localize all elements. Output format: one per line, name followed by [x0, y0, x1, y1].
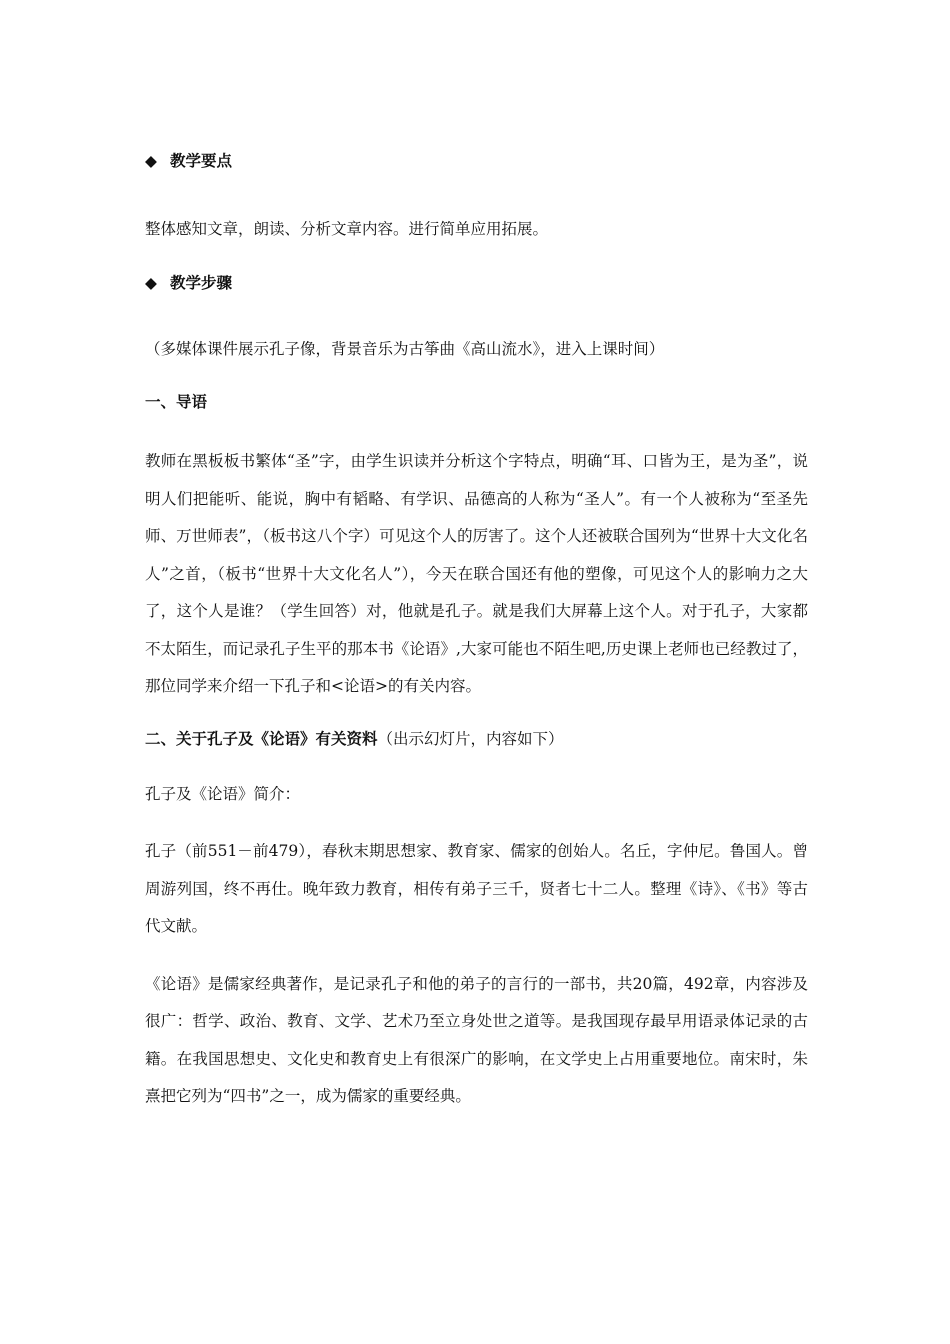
steps-note: （多媒体课件展示孔子像，背景音乐为古筝曲《高山流水》，进入上课时间）: [145, 339, 665, 358]
key-points-text: 整体感知文章，朗读、分析文章内容。进行简单应用拓展。: [145, 220, 549, 238]
materials-title: 二、关于孔子及《论语》有关资料: [145, 729, 378, 748]
key-points-heading: [145, 148, 808, 174]
diamond-bullet-icon: ◆: [145, 273, 157, 292]
steps-title: 教学步骤: [170, 273, 233, 292]
diamond-bullet-icon: ◆: [145, 152, 157, 170]
steps-heading: [145, 270, 808, 296]
document-page: [145, 148, 808, 1116]
intro-text: 教师在黑板板书繁体“圣”字，由学生识读并分析这个字特点，明确“耳、口皆为王，是为圣”，说明人们把能听、能说，胸中有韬略、有学识、品德高的人称为“圣人”。有一个人被称为“至圣先师、万世师表”，（板书这八个字）可见这个人的厉害了。这个人还被联合国列为“世界十大文化名人”之首，（板书“世界十大文化名人”），今天在联合国还有他的塑像，可见这个人的影响力之大了，这个人是谁？（学生回答）对，他就是孔子。就是我们大屏幕上这个人。对于孔子，大家都不太陌生，而记录孔子生平的那本书《论语》,大家可能也不陌生吧,历史课上老师也已经教过了，那位同学来介绍一下孔子和<论语>的有关内容。: [145, 452, 808, 695]
key-points-title: 教学要点: [170, 152, 233, 170]
analects-text: 《论语》是儒家经典著作，是记录孔子和他的弟子的言行的一部书，共20篇，492章，内容涉及很广：哲学、政治、教育、文学、艺术乃至立身处世之道等。是我国现存最早用语录体记录的古籍。在我国思想史、文化史和教育史上有很深广的影响，在文学史上占用重要地位。南宋时，朱熹把它列为“四书”之一，成为儒家的重要经典。: [145, 974, 808, 1105]
intro-heading: 一、导语: [145, 393, 208, 411]
materials-heading: [145, 726, 808, 752]
materials-note: （出示幻灯片，内容如下）: [377, 729, 564, 748]
confucius-text: 孔子（前551－前479），春秋末期思想家、教育家、儒家的创始人。名丘，字仲尼。鲁国人。曾周游列国，终不再仕。晚年致力教育，相传有弟子三千，贤者七十二人。整理《诗》、《书》等古代文献。: [145, 842, 808, 935]
materials-subtitle: 孔子及《论语》简介：: [145, 784, 301, 803]
